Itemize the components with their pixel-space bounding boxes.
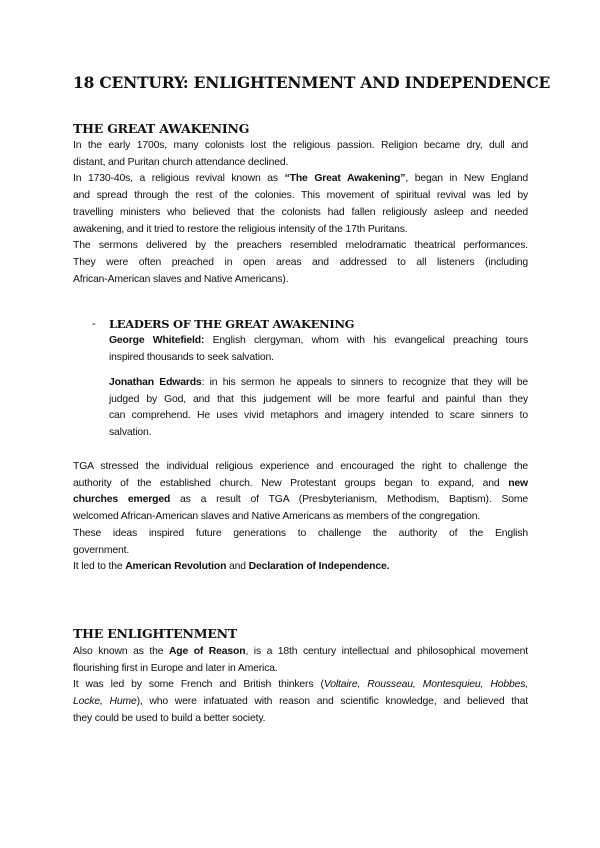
bold-text: Jonathan Edwards (109, 377, 202, 388)
text-line (73, 188, 528, 205)
text-line (73, 644, 528, 661)
text-run: It led to the (73, 561, 126, 573)
text-run: English clergyman, whom with his evangelical preaching tours (204, 335, 529, 346)
text-line (73, 476, 528, 493)
great-awakening-heading: THE GREAT AWAKENING (73, 121, 250, 136)
text-run: , is a 18th century intellectual and philosophical movement (245, 646, 529, 657)
whitefield-paragraph (109, 333, 528, 366)
list-bullet: - (92, 318, 96, 330)
bold-text: Declaration of Independence. (248, 561, 390, 573)
text-run: inspired thousands to seek salvation. (109, 351, 274, 363)
text-run: These ideas inspired future generations to challenge the authority of the English (73, 527, 528, 539)
great-awakening-intro (73, 138, 528, 288)
text-run: In 1730-40s, a religious revival known as (73, 173, 285, 185)
text-line (109, 350, 528, 367)
text-run: awakening, and it tried to restore the religious intensity of the 17th Puritans. (73, 223, 408, 235)
text-run: authority of the established church. New Protestant groups began to expand, and (73, 477, 509, 489)
text-line (73, 238, 528, 255)
text-run: welcomed African-American slaves and Native Americans as members of the congregation. (73, 511, 481, 523)
text-line (109, 392, 528, 409)
enlightenment-paragraph (73, 644, 528, 728)
text-run: : in his sermon he appeals to sinners to recognize that they will be (201, 377, 529, 388)
text-line (73, 509, 528, 526)
text-run: salvation. (109, 427, 152, 439)
text-run: The sermons delivered by the preachers resembled melodramatic theatrical performances. (73, 240, 528, 252)
text-run: , began in New England (405, 173, 528, 185)
tga-impact-paragraph (73, 459, 528, 576)
document-title: 18 CENTURY: ENLIGHTENMENT AND INDEPENDENCE (73, 73, 551, 92)
text-line (109, 333, 528, 350)
text-line (73, 272, 528, 289)
text-line (109, 408, 528, 425)
text-line (73, 559, 528, 576)
text-line (73, 138, 528, 155)
bold-text: new (508, 477, 528, 489)
leaders-heading: LEADERS OF THE GREAT AWAKENING (109, 317, 355, 331)
text-run: and (226, 561, 249, 573)
italic-text: Locke, Hume (73, 696, 137, 708)
text-run: as a result of TGA (Presbyterianism, Methodism, Baptism). Some (170, 494, 529, 506)
text-line (73, 205, 528, 222)
text-run: In the early 1700s, many colonists lost the religious passion. Religion became dry, dull and (73, 140, 528, 151)
text-run: ), who were infatuated with reason and scientific knowledge, and believed that (136, 696, 528, 708)
italic-text: Voltaire, Rousseau, Montesquieu, Hobbes, (323, 679, 529, 691)
text-run: flourishing first in Europe and later in America. (73, 662, 278, 674)
text-run: Also known as the (73, 646, 169, 657)
text-line (73, 459, 528, 476)
text-run: judged by God, and that this judgement will be more fearful and painful than they (109, 393, 528, 405)
text-run: TGA stressed the individual religious experience and encouraged the right to challenge the (73, 461, 528, 472)
text-run: can comprehend. He uses vivid metaphors and imagery intended to scare sinners to (109, 410, 528, 422)
bold-text: Age of Reason (168, 646, 246, 657)
text-line (73, 255, 528, 272)
bold-text: George Whitefield: (109, 335, 205, 346)
text-line (73, 694, 528, 711)
text-line (73, 661, 528, 678)
bold-text: American Revolution (125, 561, 227, 573)
text-run: It was led by some French and British thinkers ( (73, 679, 324, 691)
text-line (73, 526, 528, 543)
text-run: distant, and Puritan church attendance declined. (73, 156, 289, 168)
text-run: African-American slaves and Native Americans). (73, 273, 289, 285)
text-line (73, 492, 528, 509)
text-run: and spread through the rest of the colonies. This movement of spiritual revival was led by (73, 190, 528, 202)
text-line (73, 543, 528, 560)
text-line (73, 155, 528, 172)
text-line (73, 677, 528, 694)
bold-text: “The Great Awakening” (284, 173, 406, 185)
bold-text: churches emerged (73, 494, 171, 506)
text-line (73, 222, 528, 239)
text-line (109, 375, 528, 392)
text-line (73, 171, 528, 188)
edwards-paragraph (109, 375, 528, 442)
text-line (109, 425, 528, 442)
text-run: they could be used to build a better society. (73, 712, 266, 724)
text-run: travelling ministers who believed that the colonists had fallen religiously asleep and needed (73, 206, 528, 218)
text-line (73, 711, 528, 728)
text-run: They were often preached in open areas and addressed to all listeners (including (73, 256, 528, 268)
enlightenment-heading: THE ENLIGHTENMENT (73, 626, 238, 641)
text-run: government. (73, 544, 130, 556)
